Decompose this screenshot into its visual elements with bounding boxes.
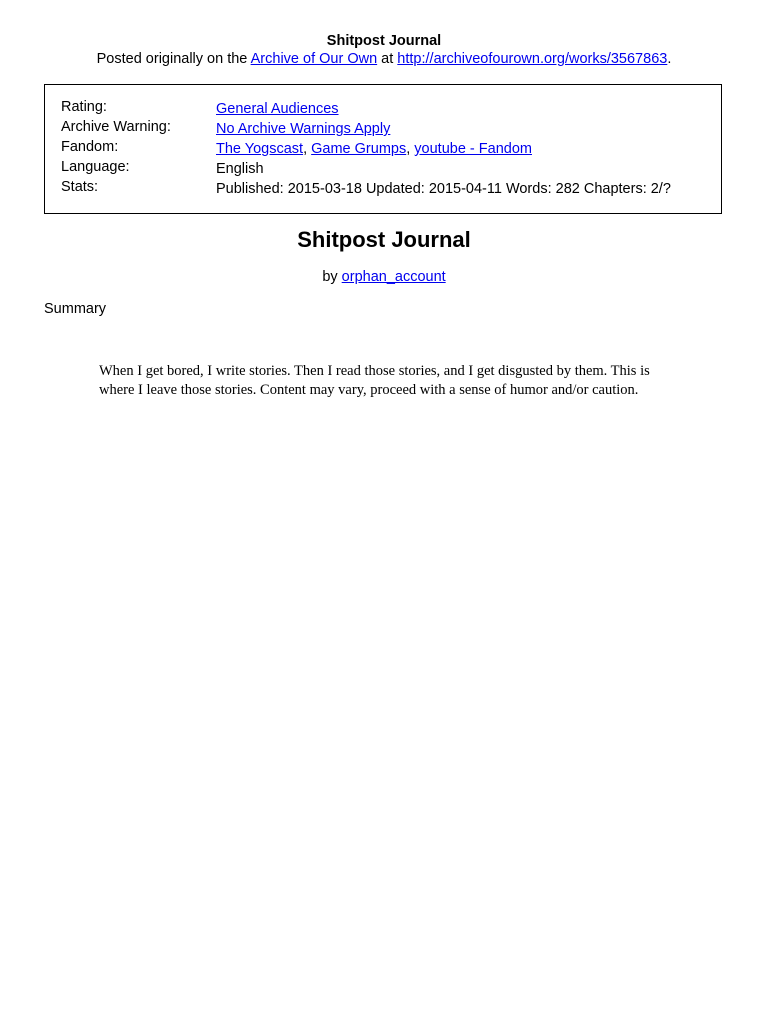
stats-label: Stats: [61, 179, 99, 195]
archive-warning-link[interactable]: No Archive Warnings Apply [216, 121, 391, 137]
archive-warning-label: Archive Warning: [61, 119, 171, 135]
at-text: at [381, 51, 394, 67]
fandom-separator: , [406, 141, 411, 157]
archive-of-our-own-link[interactable]: Archive of Our Own [250, 51, 378, 67]
fandom-link-yogscast[interactable]: The Yogscast [216, 141, 304, 157]
fandom-separator: , [303, 141, 308, 157]
fandom-row [45, 137, 721, 157]
posted-prefix: Posted originally on the [96, 51, 248, 67]
fandom-list [216, 139, 532, 159]
archive-warning-row [45, 117, 721, 137]
summary-text: When I get bored, I write stories. Then I read those stories, and I get disgusted by them. This is where I leave those stories. Content may vary, proceed with a sense of humor and/or caution. [99, 363, 650, 398]
fandom-link-youtube[interactable]: youtube - Fandom [414, 141, 532, 157]
rating-row [45, 97, 721, 117]
period-text: . [667, 51, 672, 67]
language-value: English [216, 161, 264, 177]
language-row [45, 157, 721, 177]
rating-link[interactable]: General Audiences [216, 101, 339, 117]
work-url-link[interactable]: http://archiveofourown.org/works/3567863 [397, 51, 668, 67]
work-title: Shitpost Journal [297, 227, 471, 252]
work-metadata-box [44, 84, 722, 214]
stats-row [45, 177, 721, 197]
document-header-title: Shitpost Journal [326, 33, 442, 49]
fandom-label: Fandom: [61, 139, 119, 155]
summary-heading: Summary [44, 301, 107, 317]
author-link[interactable]: orphan_account [341, 269, 446, 285]
posted-originally-line [0, 50, 768, 68]
by-text: by [322, 269, 338, 285]
fandom-link-game-grumps[interactable]: Game Grumps [311, 141, 407, 157]
byline [0, 268, 768, 286]
rating-label: Rating: [61, 99, 107, 115]
stats-value: Published: 2015-03-18 Updated: 2015-04-11 Words: 282 Chapters: 2/? [216, 181, 671, 197]
language-label: Language: [61, 159, 130, 175]
